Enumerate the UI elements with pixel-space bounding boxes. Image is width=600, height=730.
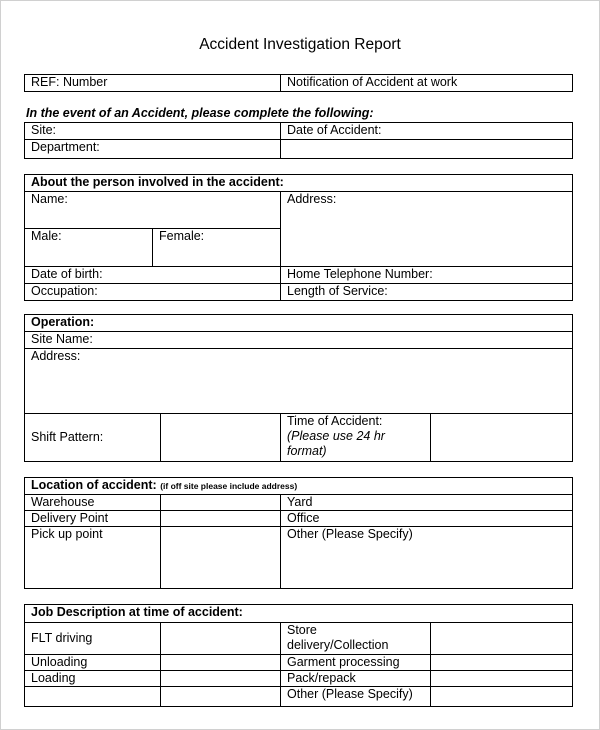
empty-cell[interactable] — [281, 140, 573, 159]
job-other-label: Other (Please Specify) — [281, 687, 431, 707]
pickup-point-label: Pick up point — [25, 527, 161, 589]
loading-label: Loading — [25, 671, 161, 687]
store-delivery-label — [281, 623, 431, 655]
female-field[interactable]: Female: — [153, 229, 281, 267]
ref-table — [24, 74, 573, 92]
ref-number-cell[interactable]: REF: Number — [25, 75, 281, 92]
loading-input[interactable] — [161, 671, 281, 687]
operation-section-header: Operation: — [25, 315, 573, 332]
site-field[interactable]: Site: — [25, 123, 281, 140]
home-phone-field[interactable]: Home Telephone Number: — [281, 267, 573, 284]
garment-processing-label: Garment processing — [281, 655, 431, 671]
unloading-label: Unloading — [25, 655, 161, 671]
location-section-header — [25, 478, 573, 495]
store-delivery-input[interactable] — [431, 623, 573, 655]
occupation-field[interactable]: Occupation: — [25, 284, 281, 301]
job-section-header: Job Description at time of accident: — [25, 605, 573, 623]
instructions-text: In the event of an Accident, please complete the following: — [26, 106, 374, 120]
operation-address-field[interactable]: Address: — [25, 349, 573, 414]
delivery-point-input[interactable] — [161, 511, 281, 527]
store-line-1: Store — [287, 623, 317, 637]
notification-cell: Notification of Accident at work — [281, 75, 573, 92]
date-of-accident-field[interactable]: Date of Accident: — [281, 123, 573, 140]
pack-repack-input[interactable] — [431, 671, 573, 687]
flt-driving-input[interactable] — [161, 623, 281, 655]
job-blank-label — [25, 687, 161, 707]
yard-field[interactable]: Yard — [281, 495, 573, 511]
shift-pattern-label: Shift Pattern: — [25, 414, 161, 462]
site-table — [24, 122, 573, 159]
person-section-header: About the person involved in the accident: — [25, 175, 573, 192]
job-blank-input[interactable] — [161, 687, 281, 707]
time-of-accident-input[interactable] — [431, 414, 573, 462]
location-header-text: Location of accident: — [31, 478, 157, 492]
operation-table — [24, 314, 573, 462]
store-line-2: delivery/Collection — [287, 638, 389, 652]
time-of-accident-label — [281, 414, 431, 462]
time-label-text: Time of Accident: — [287, 414, 383, 428]
person-table — [24, 174, 573, 301]
job-table — [24, 604, 573, 707]
flt-driving-label: FLT driving — [25, 623, 161, 655]
department-field[interactable]: Department: — [25, 140, 281, 159]
time-hint-line-1: (Please use 24 hr — [287, 429, 385, 443]
location-other-field[interactable]: Other (Please Specify) — [281, 527, 573, 589]
time-hint-line-2: format) — [287, 444, 327, 458]
page-title: Accident Investigation Report — [199, 36, 401, 53]
garment-processing-input[interactable] — [431, 655, 573, 671]
unloading-input[interactable] — [161, 655, 281, 671]
site-name-field[interactable]: Site Name: — [25, 332, 573, 349]
warehouse-input[interactable] — [161, 495, 281, 511]
delivery-point-label: Delivery Point — [25, 511, 161, 527]
length-of-service-field[interactable]: Length of Service: — [281, 284, 573, 301]
warehouse-label: Warehouse — [25, 495, 161, 511]
location-table — [24, 477, 573, 589]
job-other-input[interactable] — [431, 687, 573, 707]
office-field[interactable]: Office — [281, 511, 573, 527]
male-field[interactable]: Male: — [25, 229, 153, 267]
location-header-note: (if off site please include address) — [160, 481, 298, 491]
pickup-point-input[interactable] — [161, 527, 281, 589]
shift-pattern-input[interactable] — [161, 414, 281, 462]
pack-repack-label: Pack/repack — [281, 671, 431, 687]
dob-field[interactable]: Date of birth: — [25, 267, 281, 284]
address-field[interactable]: Address: — [281, 192, 573, 267]
name-field[interactable]: Name: — [25, 192, 281, 229]
